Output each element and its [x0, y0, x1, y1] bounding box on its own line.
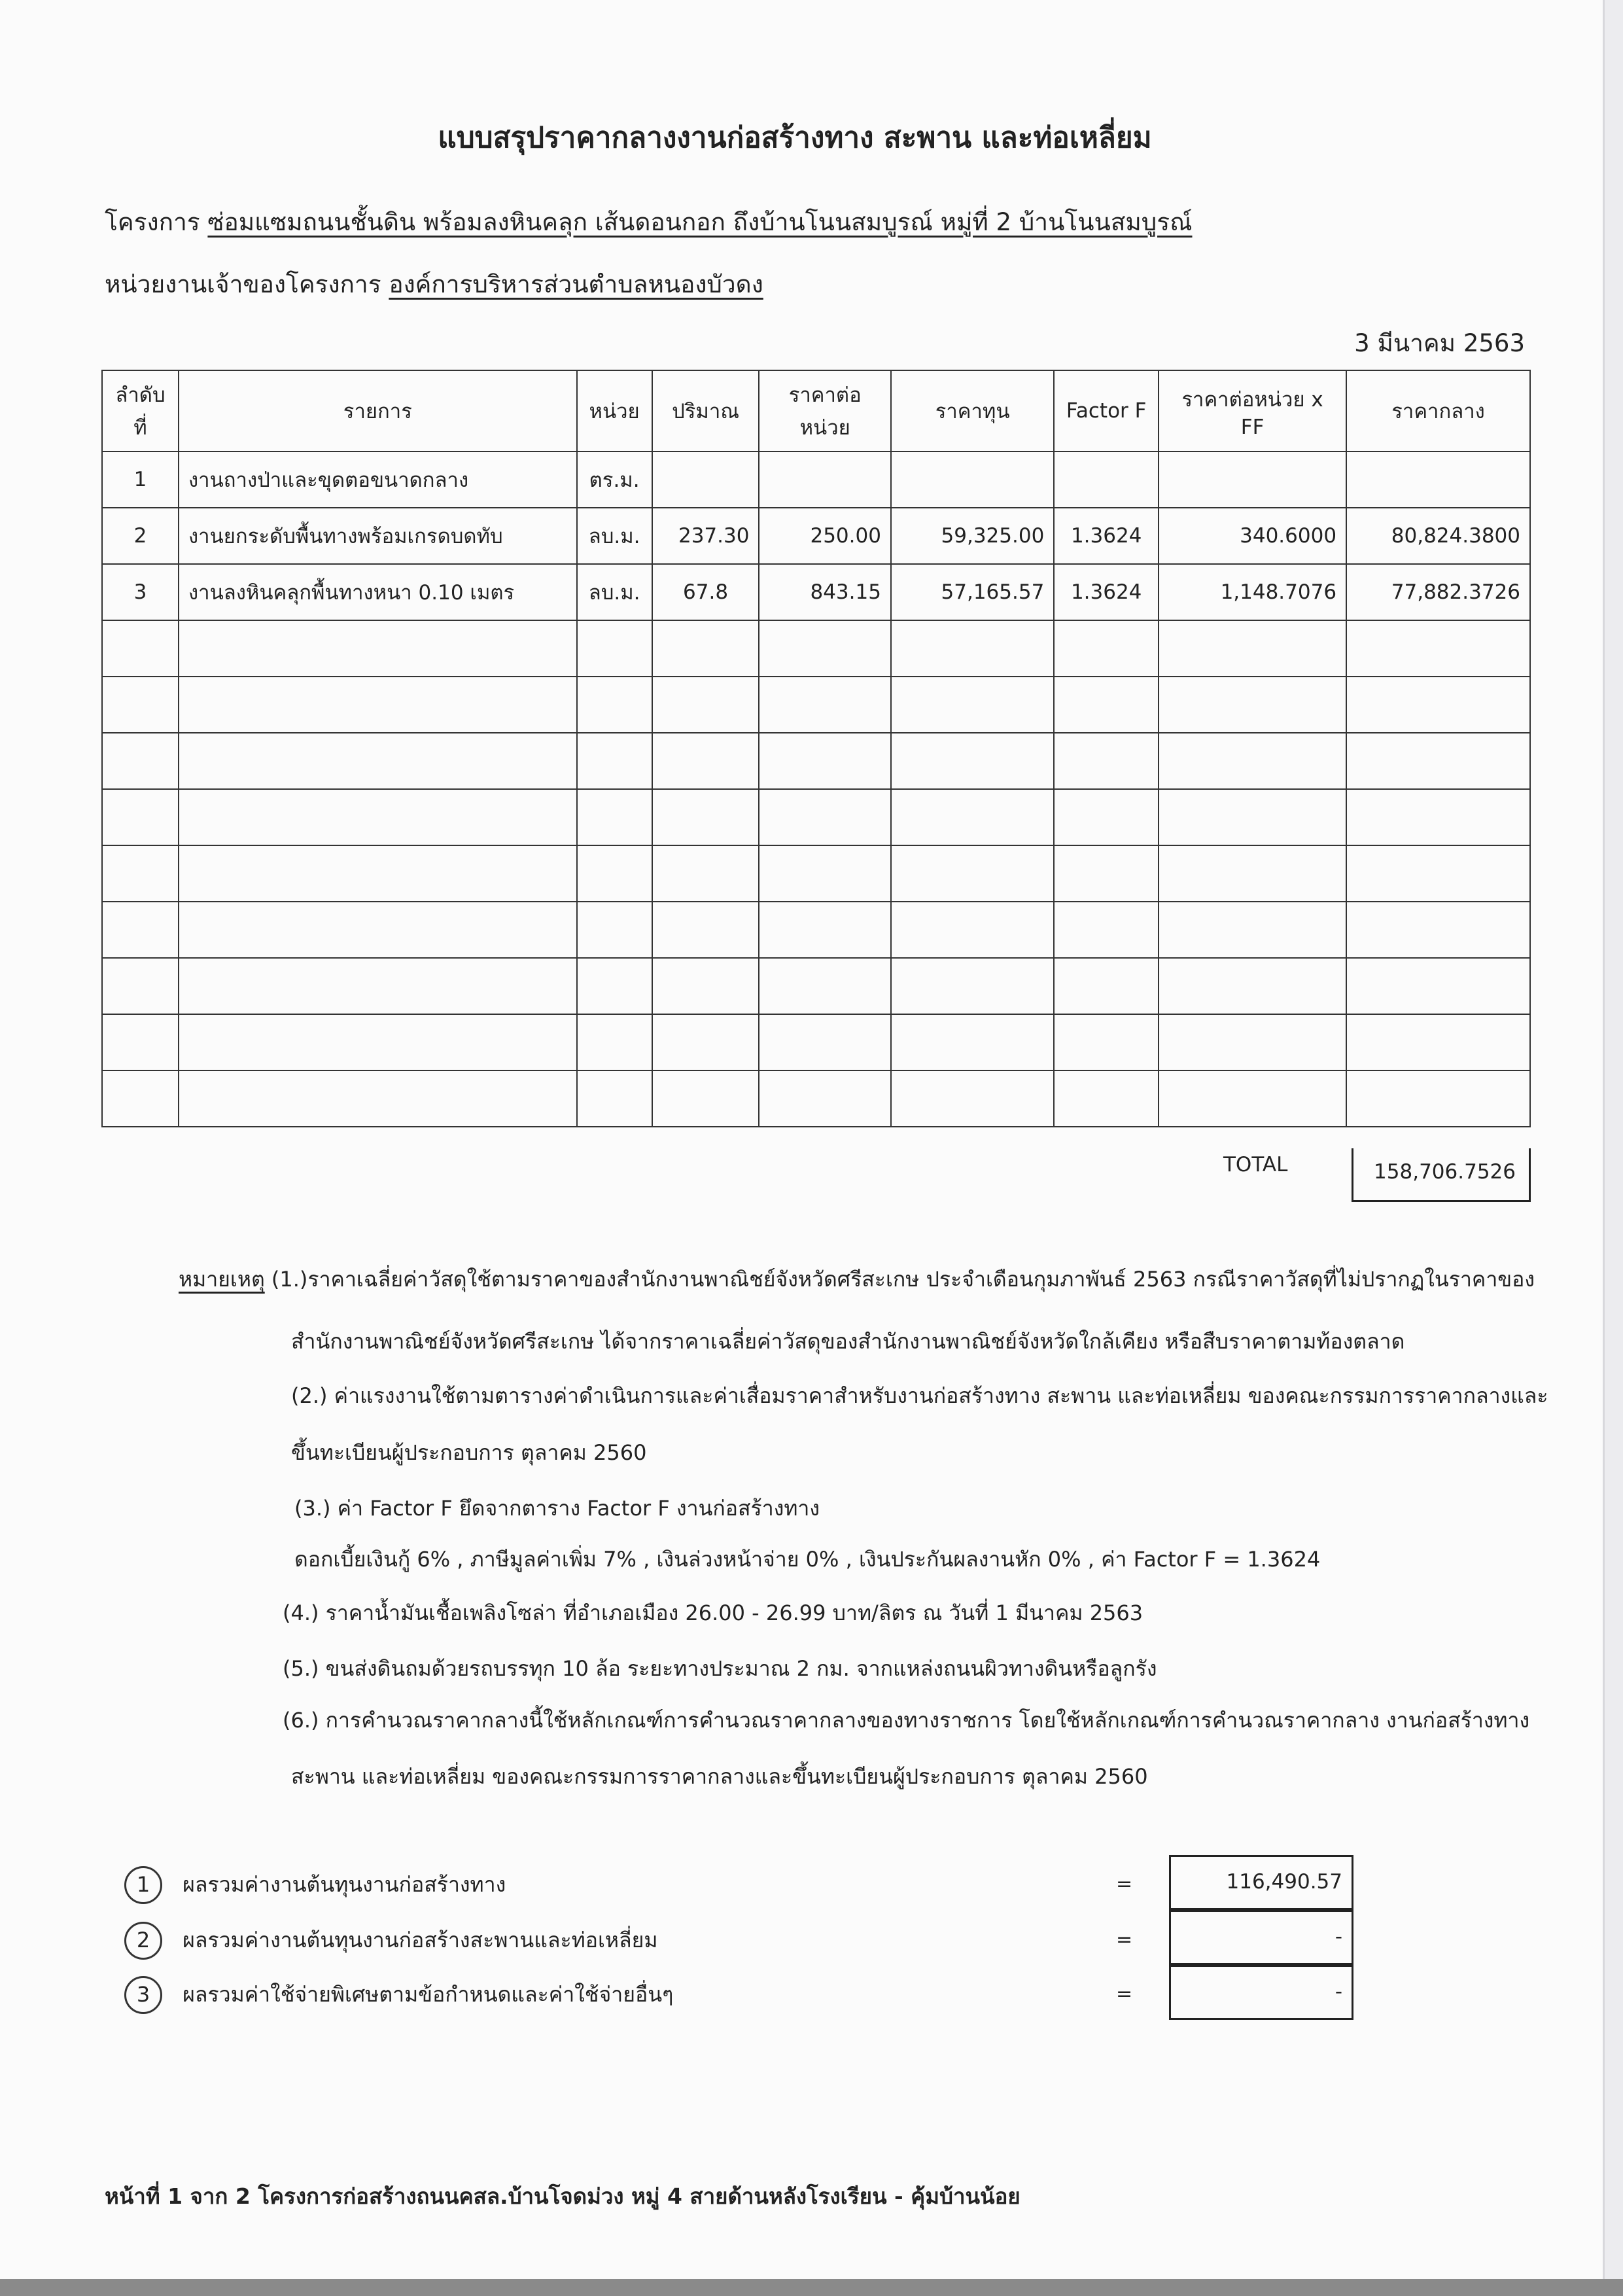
note-3a: (3.) ค่า Factor F ยึดจากตาราง Factor F งานก่อสร้างทาง	[294, 1496, 820, 1521]
cell-seq: 1	[102, 451, 179, 508]
page-footer: หน้าที่ 1 จาก 2 โครงการก่อสร้างถนนคสล.บ้านโจดม่วง หมู่ 4 สายด้านหลังโรงเรียน - คุ้มบ้านน้อย	[105, 2183, 1021, 2209]
cell-cost	[891, 451, 1054, 508]
cell-qty: 67.8	[652, 564, 759, 620]
project-label: โครงการ	[105, 208, 200, 236]
cell-unit-price-ff: 340.6000	[1159, 508, 1346, 564]
header-factor-f: Factor F	[1054, 370, 1159, 451]
note-6a: (6.) การคำนวณราคากลางนี้ใช้หลักเกณฑ์การคำนวณราคากลางของทางราชการ โดยใช้หลักเกณฑ์การคำนวณราคากลาง งานก่อสร้างทาง	[283, 1708, 1530, 1733]
empty-row	[102, 958, 1530, 1014]
cell-item: งานยกระดับพื้นทางพร้อมเกรดบดทับ	[179, 508, 577, 564]
cell-factor-f	[1054, 451, 1159, 508]
circled-number: 2	[124, 1922, 162, 1960]
circled-number: 1	[124, 1866, 162, 1904]
note-1b: สำนักงานพาณิชย์จังหวัดศรีสะเกษ ได้จากราคาเฉลี่ยค่าวัสดุของสำนักงานพาณิชย์จังหวัดใกล้เคียง หรือสืบราคาตามท้องตลาด	[291, 1329, 1405, 1354]
scan-bottom-edge	[0, 2279, 1623, 2296]
summary-value-box: 116,490.57	[1169, 1855, 1353, 1910]
note-heading: หมายเหตุ	[179, 1267, 265, 1292]
header-qty: ปริมาณ	[652, 370, 759, 451]
summary-label: ผลรวมค่างานต้นทุนงานก่อสร้างทาง	[183, 1872, 506, 1897]
empty-row	[102, 620, 1530, 677]
summary-label: ผลรวมค่าใช้จ่ายพิเศษตามข้อกำหนดและค่าใช้จ่ายอื่นๆ	[183, 1982, 674, 2007]
cell-unit-price-ff	[1159, 451, 1346, 508]
note-4: (4.) ราคาน้ำมันเชื้อเพลิงโซล่า ที่อำเภอเมือง 26.00 - 26.99 บาท/ลิตร ณ วันที่ 1 มีนาคม 2563	[283, 1600, 1143, 1625]
note-2b: ขึ้นทะเบียนผู้ประกอบการ ตุลาคม 2560	[291, 1440, 647, 1465]
cell-median-price: 80,824.3800	[1346, 508, 1530, 564]
summary-item-2	[124, 1922, 657, 1960]
total-value: 158,706.7526	[1352, 1148, 1531, 1202]
owner-label: หน่วยงานเจ้าของโครงการ	[105, 270, 381, 298]
header-unit: หน่วย	[577, 370, 652, 451]
empty-row	[102, 902, 1530, 958]
cell-cost: 57,165.57	[891, 564, 1054, 620]
note-6b: สะพาน และท่อเหลี่ยม ของคณะกรรมการราคากลางและขึ้นทะเบียนผู้ประกอบการ ตุลาคม 2560	[291, 1764, 1148, 1789]
cell-item: งานลงหินคลุกพื้นทางหนา 0.10 เมตร	[179, 564, 577, 620]
document-date: 3 มีนาคม 2563	[1354, 329, 1525, 357]
cell-factor-f: 1.3624	[1054, 508, 1159, 564]
empty-row	[102, 677, 1530, 733]
owner-line	[105, 265, 763, 304]
cell-qty: 237.30	[652, 508, 759, 564]
header-unit-price-ff: ราคาต่อหน่วย x FF	[1159, 370, 1346, 451]
table-header-row	[102, 370, 1530, 451]
note-3b: ดอกเบี้ยเงินกู้ 6% , ภาษีมูลค่าเพิ่ม 7% , เงินล่วงหน้าจ่าย 0% , เงินประกันผลงานหัก 0% , ค่า Factor F = 1.3624	[294, 1547, 1321, 1572]
document-title: แบบสรุปราคากลางงานก่อสร้างทาง สะพาน และท่อเหลี่ยม	[438, 121, 1152, 154]
summary-label: ผลรวมค่างานต้นทุนงานก่อสร้างสะพานและท่อเหลี่ยม	[183, 1928, 658, 1952]
page-edge	[1603, 0, 1623, 2296]
cell-unit-price	[759, 451, 891, 508]
price-table	[101, 370, 1531, 1127]
table-row	[102, 451, 1530, 508]
note-5: (5.) ขนส่งดินถมด้วยรถบรรทุก 10 ล้อ ระยะทางประมาณ 2 กม. จากแหล่งถนนผิวทางดินหรือลูกรัง	[283, 1656, 1157, 1681]
summary-equals: =	[1116, 1983, 1133, 2005]
cell-qty	[652, 451, 759, 508]
cell-unit-price-ff: 1,148.7076	[1159, 564, 1346, 620]
summary-value-box: -	[1169, 1910, 1353, 1965]
empty-row	[102, 789, 1530, 845]
note-1a	[179, 1263, 1535, 1296]
summary-value-box: -	[1169, 1965, 1353, 2020]
cell-unit: ลบ.ม.	[577, 508, 652, 564]
cell-median-price: 77,882.3726	[1346, 564, 1530, 620]
table-row	[102, 564, 1530, 620]
note-1a-text: (1.)ราคาเฉลี่ยค่าวัสดุใช้ตามราคาของสำนักงานพาณิชย์จังหวัดศรีสะเกษ ประจำเดือนกุมภาพันธ์ 2563 กรณีราคาวัสดุที่ไม่ปรากฏในราคาของ	[271, 1267, 1535, 1292]
header-seq: ลำดับที่	[102, 370, 179, 451]
cell-unit-price: 843.15	[759, 564, 891, 620]
owner-value: องค์การบริหารส่วนตำบลหนองบัวดง	[389, 270, 763, 298]
cell-factor-f: 1.3624	[1054, 564, 1159, 620]
cell-unit: ลบ.ม.	[577, 564, 652, 620]
header-cost: ราคาทุน	[891, 370, 1054, 451]
cell-seq: 2	[102, 508, 179, 564]
cell-seq: 3	[102, 564, 179, 620]
summary-equals: =	[1116, 1928, 1133, 1951]
cell-unit: ตร.ม.	[577, 451, 652, 508]
header-item: รายการ	[179, 370, 577, 451]
empty-row	[102, 1070, 1530, 1127]
note-2a: (2.) ค่าแรงงานใช้ตามตารางค่าดำเนินการและค่าเสื่อมราคาสำหรับงานก่อสร้างทาง สะพาน และท่อเหลี่ยม ของคณะกรรมการราคากลางและ	[291, 1383, 1548, 1408]
project-line	[105, 203, 1193, 241]
circled-number: 3	[124, 1976, 162, 2014]
empty-row	[102, 845, 1530, 902]
header-unit-price: ราคาต่อหน่วย	[759, 370, 891, 451]
summary-item-3	[124, 1976, 673, 2014]
project-value: ซ่อมแซมถนนชั้นดิน พร้อมลงหินคลุก เส้นดอนกอก ถึงบ้านโนนสมบูรณ์ หมู่ที่ 2 บ้านโนนสมบูรณ์	[207, 208, 1193, 236]
header-median-price: ราคากลาง	[1346, 370, 1530, 451]
cell-item: งานถางป่าและขุดตอขนาดกลาง	[179, 451, 577, 508]
summary-equals: =	[1116, 1873, 1133, 1896]
table-row	[102, 508, 1530, 564]
empty-row	[102, 733, 1530, 789]
total-label: TOTAL	[1223, 1153, 1288, 1176]
empty-row	[102, 1014, 1530, 1070]
cell-unit-price: 250.00	[759, 508, 891, 564]
cell-cost: 59,325.00	[891, 508, 1054, 564]
cell-median-price	[1346, 451, 1530, 508]
summary-item-1	[124, 1866, 506, 1904]
